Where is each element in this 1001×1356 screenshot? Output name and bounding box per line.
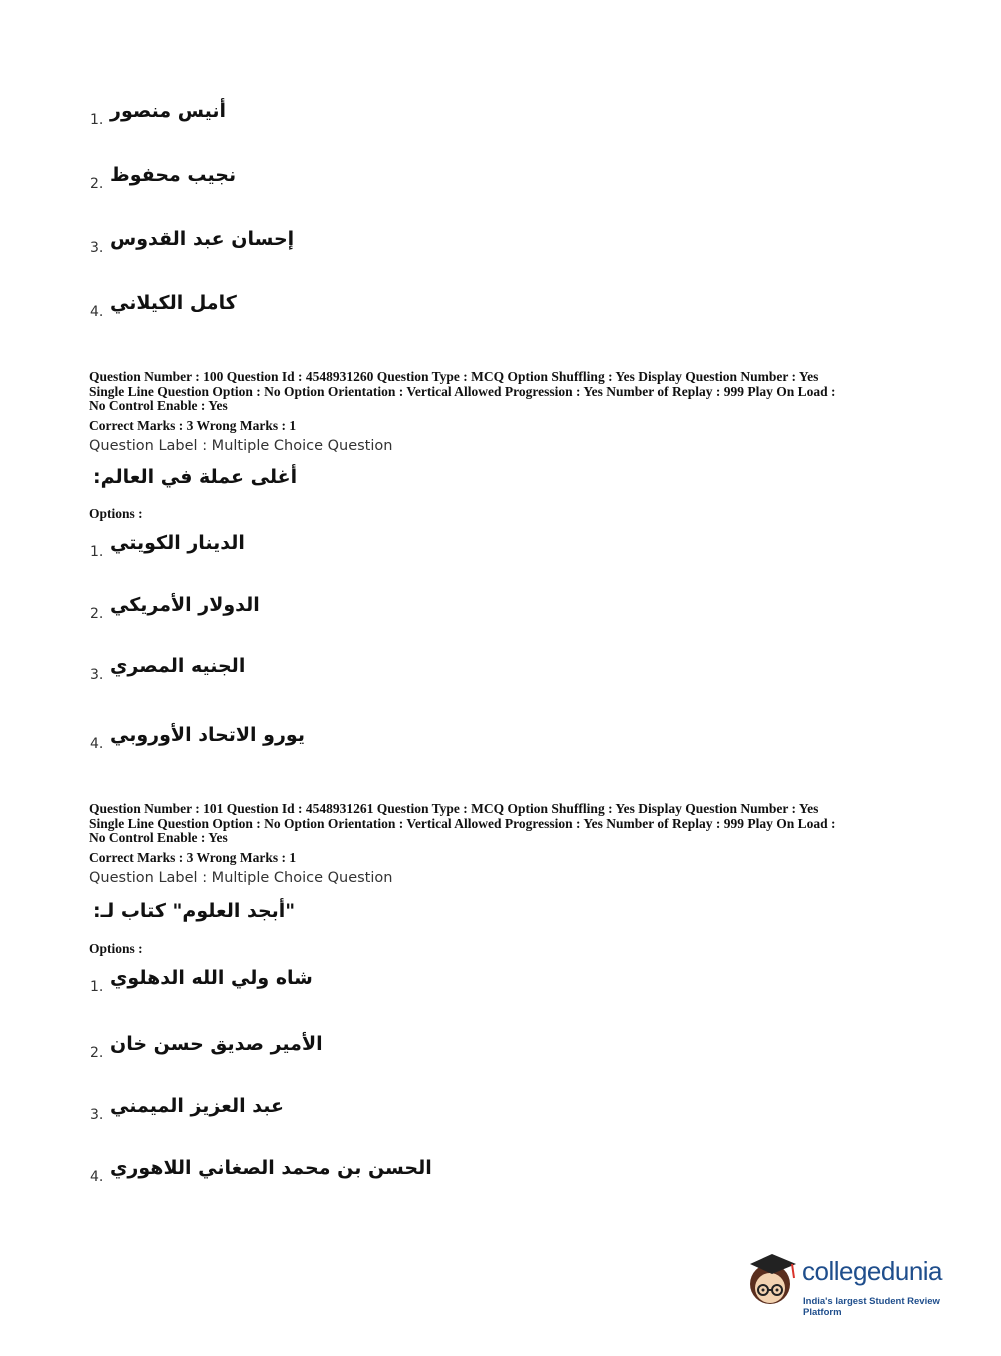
option-number: 3. xyxy=(90,667,104,683)
option-text: أنيس منصور xyxy=(110,100,226,122)
option-text: الحسن بن محمد الصغاني اللاهوري xyxy=(110,1157,432,1179)
option-text: شاه ولي الله الدهلوي xyxy=(110,967,313,989)
option-number: 1. xyxy=(90,979,104,995)
option-text: الدولار الأمريكي xyxy=(110,594,260,616)
meta-line: No Control Enable : Yes xyxy=(89,830,228,845)
logo-tagline: India's largest Student Review Platform xyxy=(803,1296,940,1318)
question-100-meta xyxy=(89,370,919,414)
option-number: 1. xyxy=(90,544,104,560)
option-number: 2. xyxy=(90,1045,104,1061)
meta-line: Question Number : 100 Question Id : 4548931260 Question Type : MCQ Option Shuffling : Yes Display Question Number : Yes xyxy=(89,369,819,384)
option-text: إحسان عبد القدوس xyxy=(110,228,295,250)
question-101-options-heading: Options : xyxy=(89,941,143,956)
question-100-stem: أغلى عملة في العالم: xyxy=(93,466,298,488)
question-100-label: Question Label : Multiple Choice Question xyxy=(89,438,393,454)
meta-line: Single Line Question Option : No Option Orientation : Vertical Allowed Progression : Yes Number of Replay : 999 Play On Load : xyxy=(89,383,836,399)
option-text: عبد العزيز الميمني xyxy=(110,1095,284,1117)
option-text: كامل الكيلاني xyxy=(110,292,237,314)
option-number: 2. xyxy=(90,606,104,622)
option-number: 2. xyxy=(90,176,104,192)
option-text: الجنيه المصري xyxy=(110,655,246,677)
option-text: يورو الاتحاد الأوروبي xyxy=(110,724,305,746)
option-text: الأمير صديق حسن خان xyxy=(110,1033,323,1055)
mascot-icon xyxy=(742,1248,800,1310)
option-number: 3. xyxy=(90,240,104,256)
meta-line: Single Line Question Option : No Option Orientation : Vertical Allowed Progression : Yes Number of Replay : 999 Play On Load : xyxy=(89,815,836,831)
question-101-marks: Correct Marks : 3 Wrong Marks : 1 xyxy=(89,850,297,865)
option-text: الدينار الكويتي xyxy=(110,532,245,554)
question-101-stem: "أبجد العلوم" كتاب لـ: xyxy=(93,900,296,922)
collegedunia-logo xyxy=(742,1248,972,1318)
option-number: 4. xyxy=(90,304,104,320)
option-number: 3. xyxy=(90,1107,104,1123)
option-number: 4. xyxy=(90,1169,104,1185)
logo-brand-text: collegedunia xyxy=(802,1256,943,1286)
option-number: 4. xyxy=(90,736,104,752)
question-100-options-heading: Options : xyxy=(89,506,143,521)
option-number: 1. xyxy=(90,112,104,128)
question-100-marks: Correct Marks : 3 Wrong Marks : 1 xyxy=(89,418,297,433)
question-101-label: Question Label : Multiple Choice Question xyxy=(89,870,393,886)
meta-line: Question Number : 101 Question Id : 4548931261 Question Type : MCQ Option Shuffling : Yes Display Question Number : Yes xyxy=(89,801,819,816)
question-101-meta xyxy=(89,802,919,846)
meta-line: No Control Enable : Yes xyxy=(89,398,228,413)
option-text: نجيب محفوظ xyxy=(110,164,237,186)
